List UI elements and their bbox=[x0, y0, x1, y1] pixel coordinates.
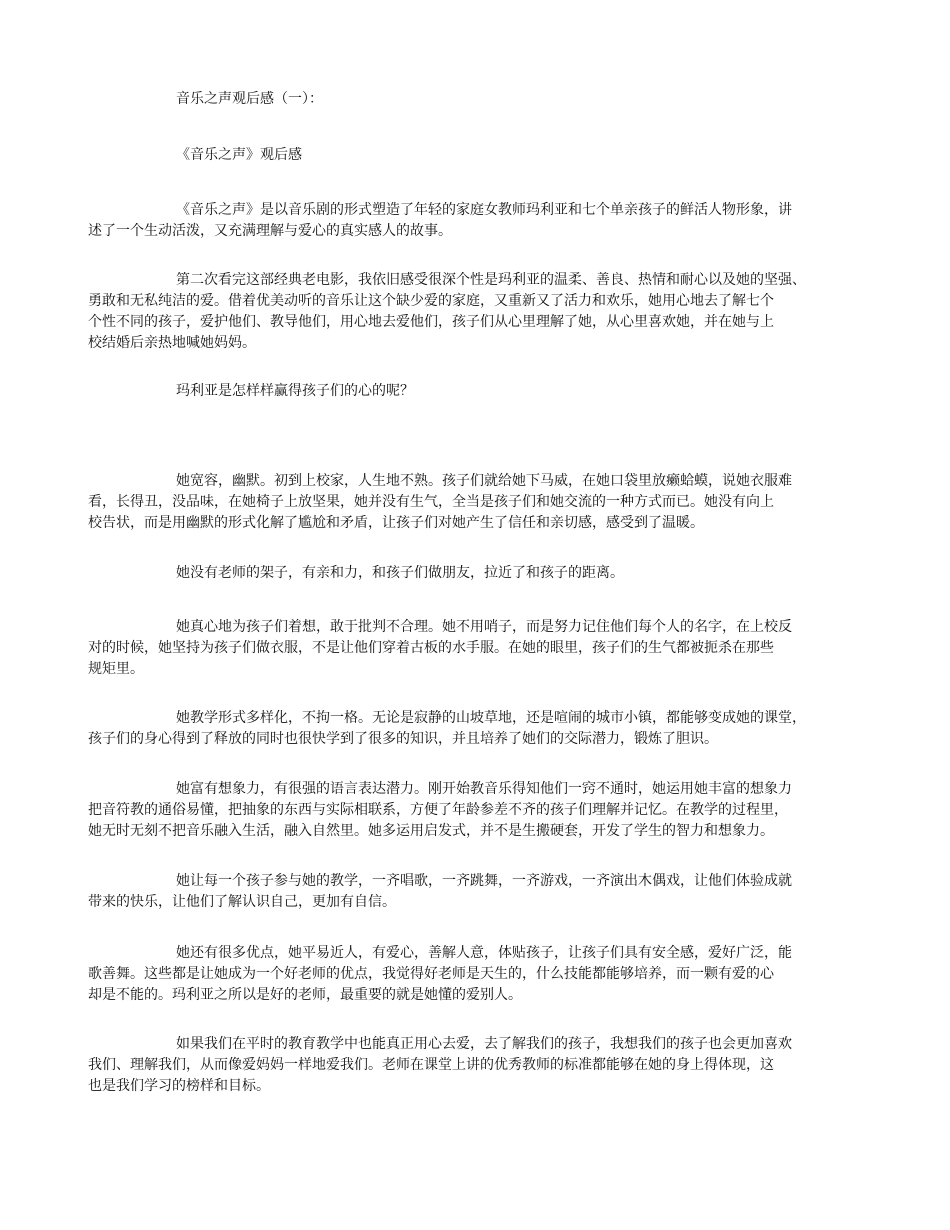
paragraph-line: 歌善舞。这些都是让她成为一个好老师的优点，我觉得好老师是天生的，什么技能都能够培养，而一颗有爱的心 bbox=[88, 966, 774, 982]
paragraph-3 bbox=[88, 381, 866, 402]
subheading-text: 《音乐之声》观后感 bbox=[176, 147, 302, 163]
paragraph-5 bbox=[88, 563, 866, 584]
paragraph-4 bbox=[88, 471, 866, 534]
paragraph-line: 个性不同的孩子，爱护他们、教导他们，用心地去爱他们，孩子们从心里理解了她，从心里喜欢她，并在她与上 bbox=[88, 314, 774, 330]
paragraph-line: 她宽容，幽默。初到上校家，人生地不熟。孩子们就给她下马威，在她口袋里放癞蛤蟆，说她衣服难 bbox=[176, 473, 792, 489]
paragraph-line: 我们、理解我们，从而像爱妈妈一样地爱我们。老师在课堂上讲的优秀教师的标准都能够在她的身上得体现，这 bbox=[88, 1057, 774, 1073]
paragraph-line: 看，长得丑，没品味，在她椅子上放坚果，她并没有生气，全当是孩子们和她交流的一种方式而已。她没有向上 bbox=[88, 494, 774, 510]
paragraph-11 bbox=[88, 1034, 866, 1097]
paragraph-6 bbox=[88, 617, 866, 680]
paragraph-9 bbox=[88, 871, 866, 913]
paragraph-10 bbox=[88, 943, 866, 1006]
paragraph-line: 她真心地为孩子们着想，敢于批判不合理。她不用哨子，而是努力记住他们每个人的名字，在上校反 bbox=[176, 619, 792, 635]
paragraph-line: 玛利亚是怎样样赢得孩子们的心的呢？ bbox=[176, 383, 414, 399]
paragraph-1 bbox=[88, 200, 866, 242]
paragraph-2 bbox=[88, 270, 866, 354]
paragraph-line: 她没有老师的架子，有亲和力，和孩子们做朋友，拉近了和孩子的距离。 bbox=[176, 565, 624, 581]
paragraph-8 bbox=[88, 779, 866, 842]
paragraph-line: 她无时无刻不把音乐融入生活，融入自然里。她多运用启发式，并不是生搬硬套，开发了学生的智力和想象力。 bbox=[88, 823, 774, 839]
paragraph-line: 《音乐之声》是以音乐剧的形式塑造了年轻的家庭女教师玛利亚和七个单亲孩子的鲜活人物形象，讲 bbox=[176, 202, 792, 218]
paragraph-line: 她富有想象力，有很强的语言表达潜力。刚开始教音乐得知他们一窍不通时，她运用她丰富的想象力 bbox=[176, 781, 792, 797]
paragraph-line: 第二次看完这部经典老电影，我依旧感受很深个性是玛利亚的温柔、善良、热情和耐心以及她的坚强、 bbox=[176, 272, 806, 288]
paragraph-line: 如果我们在平时的教育教学中也能真正用心去爱，去了解我们的孩子，我想我们的孩子也会更加喜欢 bbox=[176, 1036, 792, 1052]
document-subheading bbox=[88, 145, 866, 166]
paragraph-line: 勇敢和无私纯洁的爱。借着优美动听的音乐让这个缺少爱的家庭，又重新又了活力和欢乐，她用心地去了解七个 bbox=[88, 293, 774, 309]
heading-text: 音乐之声观后感（一）： bbox=[176, 91, 323, 107]
paragraph-line: 对的时候，她坚持为孩子们做衣服，不是让他们穿着古板的水手服。在她的眼里，孩子们的生气都被扼杀在那些 bbox=[88, 640, 774, 656]
paragraph-line: 述了一个生动活泼，又充满理解与爱心的真实感人的故事。 bbox=[88, 223, 452, 239]
paragraph-line: 却是不能的。玛利亚之所以是好的老师，最重要的就是她懂的爱别人。 bbox=[88, 987, 522, 1003]
paragraph-line: 规矩里。 bbox=[88, 661, 144, 677]
paragraph-line: 孩子们的身心得到了释放的同时也很快学到了很多的知识，并且培养了她们的交际潜力，锻炼了胆识。 bbox=[88, 731, 718, 747]
paragraph-line: 校告状，而是用幽默的形式化解了尴尬和矛盾，让孩子们对她产生了信任和亲切感，感受到了温暖。 bbox=[88, 515, 704, 531]
paragraph-line: 也是我们学习的榜样和目标。 bbox=[88, 1078, 270, 1094]
paragraph-line: 她让每一个孩子参与她的教学，一齐唱歌，一齐跳舞，一齐游戏，一齐演出木偶戏，让他们体验成就 bbox=[176, 873, 792, 889]
paragraph-7 bbox=[88, 708, 866, 750]
paragraph-line: 把音符教的通俗易懂，把抽象的东西与实际相联系，方便了年龄参差不齐的孩子们理解并记忆。在教学的过程里， bbox=[88, 802, 788, 818]
paragraph-line: 她教学形式多样化，不拘一格。无论是寂静的山坡草地，还是喧闹的城市小镇，都能够变成她的课堂， bbox=[176, 710, 806, 726]
paragraph-line: 带来的快乐，让他们了解认识自己，更加有自信。 bbox=[88, 894, 396, 910]
paragraph-line: 她还有很多优点，她平易近人，有爱心，善解人意，体贴孩子，让孩子们具有安全感，爱好广泛，能 bbox=[176, 945, 792, 961]
document-heading bbox=[88, 89, 866, 110]
paragraph-line: 校结婚后亲热地喊她妈妈。 bbox=[88, 335, 256, 351]
